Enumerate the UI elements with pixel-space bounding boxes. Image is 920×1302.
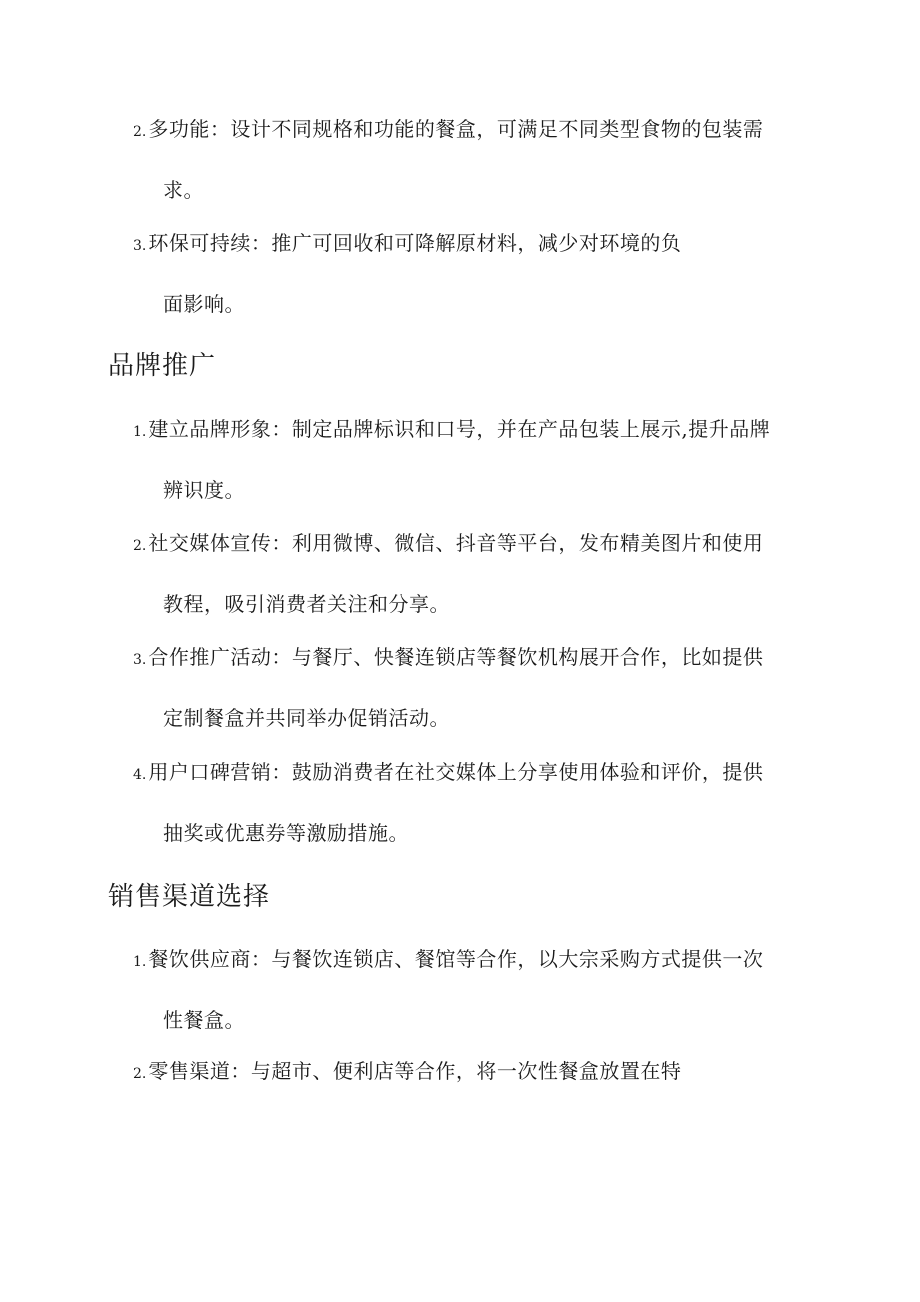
list-item-text: 社交媒体宣传：利用微博、微信、抖音等平台，发布精美图片和使用	[148, 531, 764, 555]
list-item-text: 餐饮供应商：与餐饮连锁店、餐馆等合作，以大宗采购方式提供一次	[148, 947, 764, 971]
list-item	[133, 1042, 823, 1103]
list-item-number: 3.	[133, 238, 147, 254]
section-heading: 品牌推广	[108, 351, 217, 381]
list-item	[133, 514, 823, 633]
list-item-number: 1.	[133, 424, 147, 440]
list-item-number: 1.	[133, 954, 147, 970]
list-item-number: 2.	[133, 124, 147, 140]
list-item-number: 3.	[133, 652, 147, 668]
list-item-text: 合作推广活动：与餐厅、快餐连锁店等餐饮机构展开合作，比如提供	[148, 645, 764, 669]
list-item	[133, 930, 823, 1049]
list-item-number: 4.	[133, 767, 147, 783]
section-heading: 销售渠道选择	[108, 882, 271, 912]
list-item-number: 2.	[133, 538, 147, 554]
list-item-text: 用户口碑营销：鼓励消费者在社交媒体上分享使用体验和评价，提供	[148, 760, 764, 784]
list-item	[133, 628, 823, 747]
list-item	[133, 400, 823, 519]
list-item-number: 2.	[133, 1066, 147, 1082]
list-item	[133, 100, 823, 219]
list-item-text: 多功能：设计不同规格和功能的餐盒，可满足不同类型食物的包装需	[148, 117, 764, 141]
list-item-text: 环保可持续：推广可回收和可降解原材料，减少对环境的负	[148, 231, 682, 255]
list-item-continuation: 面影响。	[163, 292, 245, 316]
list-item-text: 零售渠道：与超市、便利店等合作，将一次性餐盒放置在特	[148, 1059, 682, 1083]
list-item-continuation: 求。	[163, 178, 204, 202]
list-item-continuation: 性餐盒。	[163, 1008, 245, 1032]
list-item-continuation: 定制餐盒并共同举办促销活动。	[163, 706, 450, 730]
list-item-continuation: 抽奖或优惠券等激励措施。	[163, 821, 409, 845]
list-item	[133, 214, 823, 333]
list-item-continuation: 辨识度。	[163, 478, 245, 502]
list-item	[133, 743, 823, 862]
list-item-continuation: 教程，吸引消费者关注和分享。	[163, 592, 450, 616]
list-item-text: 建立品牌形象：制定品牌标识和口号，并在产品包装上展示,提升品牌	[148, 417, 771, 441]
